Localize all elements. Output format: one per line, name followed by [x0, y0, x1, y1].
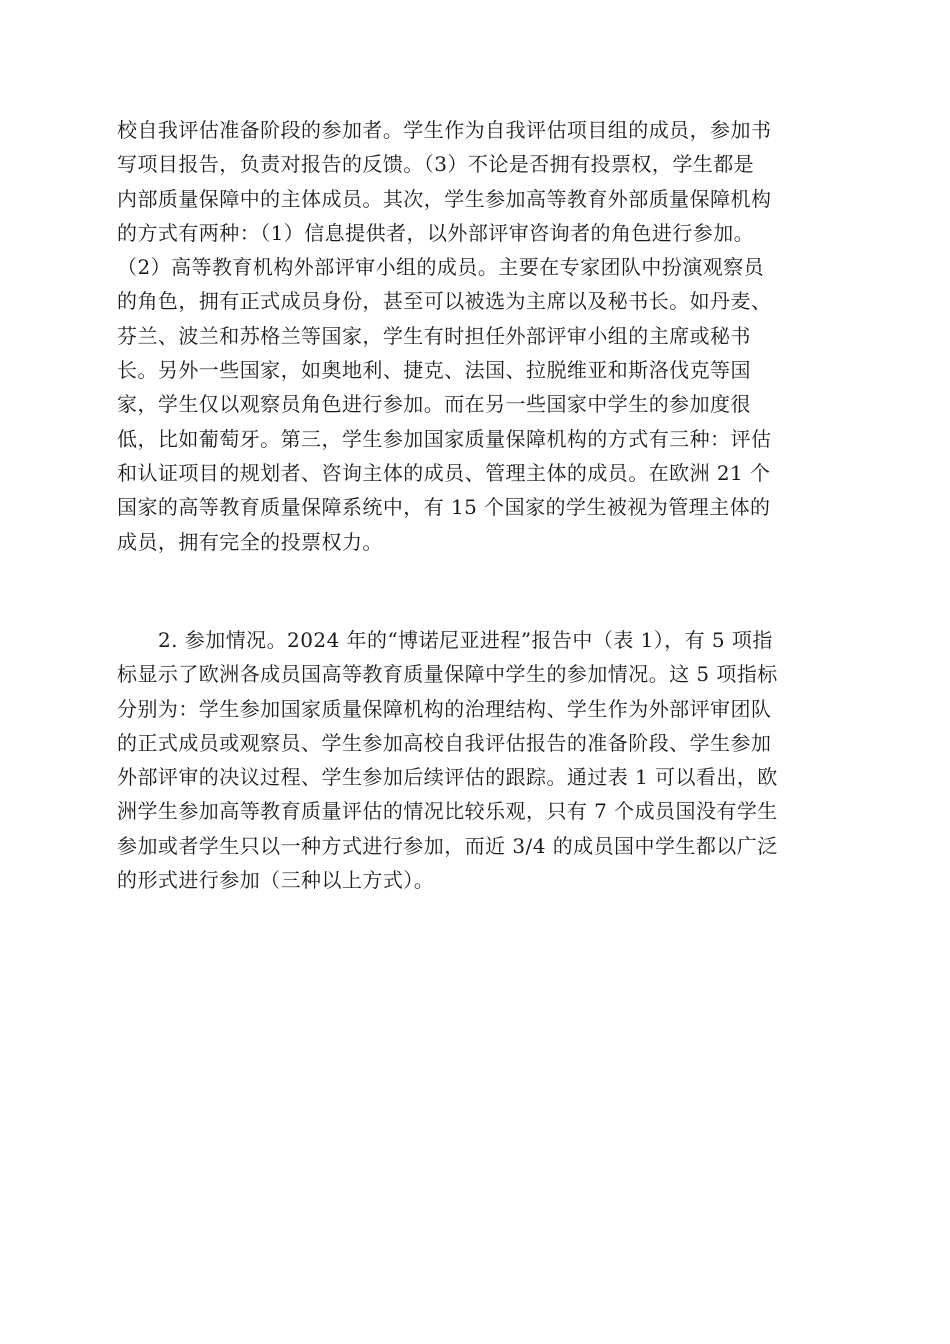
text-line: 校自我评估准备阶段的参加者。学生作为自我评估项目组的成员，参加书 [117, 118, 772, 142]
text-line: 芬兰、波兰和苏格兰等国家，学生有时担任外部评审小组的主席或秘书 [117, 323, 751, 348]
paragraph-student-participation-modes [117, 113, 833, 559]
text-line: 的正式成员或观察员、学生参加高校自我评估报告的准备阶段、学生参加 [117, 730, 772, 755]
text-line: 的形式进行参加（三种以上方式）。 [117, 868, 435, 893]
text-line: 2. 参加情况。2024 年的“博诺尼亚进程”报告中（表 1），有 5 项指 [158, 628, 773, 652]
text-line: 成员，拥有完全的投票权力。 [117, 529, 383, 554]
text-line: 低，比如葡萄牙。第三，学生参加国家质量保障机构的方式有三种：评估 [117, 426, 772, 451]
text-line: 和认证项目的规划者、咨询主体的成员、管理主体的成员。在欧洲 21 个 [117, 460, 771, 485]
text-line: 标显示了欧洲各成员国高等教育质量保障中学生的参加情况。这 5 项指标 [117, 662, 778, 687]
text-line: 家，学生仅以观察员角色进行参加。而在另一些国家中学生的参加度很 [117, 392, 751, 417]
text-line: 内部质量保障中的主体成员。其次，学生参加高等教育外部质量保障机构 [117, 186, 772, 211]
text-line: 洲学生参加高等教育质量评估的情况比较乐观，只有 7 个成员国没有学生 [117, 799, 778, 824]
text-line: 长。另外一些国家，如奥地利、捷克、法国、拉脱维亚和斯洛伐克等国 [117, 358, 751, 383]
text-line: 参加或者学生只以一种方式进行参加，而近 3/4 的成员国中学生都以广泛 [117, 833, 778, 858]
text-line: 的方式有两种：（1）信息提供者，以外部评审咨询者的角色进行参加。 [117, 220, 755, 245]
text-line: 写项目报告，负责对报告的反馈。（3）不论是否拥有投票权，学生都是 [117, 152, 755, 177]
text-line: 外部评审的决议过程、学生参加后续评估的跟踪。通过表 1 可以看出，欧 [117, 765, 778, 790]
text-line: （2）高等教育机构外部评审小组的成员。主要在专家团队中扮演观察员 [117, 255, 765, 280]
text-line: 分别为：学生参加国家质量保障机构的治理结构、学生作为外部评审团队 [117, 696, 772, 721]
text-line: 的角色，拥有正式成员身份，甚至可以被选为主席以及秘书长。如丹麦、 [117, 289, 772, 314]
paragraph-participation-status [117, 623, 833, 897]
text-line: 国家的高等教育质量保障系统中，有 15 个国家的学生被视为管理主体的 [117, 495, 771, 520]
